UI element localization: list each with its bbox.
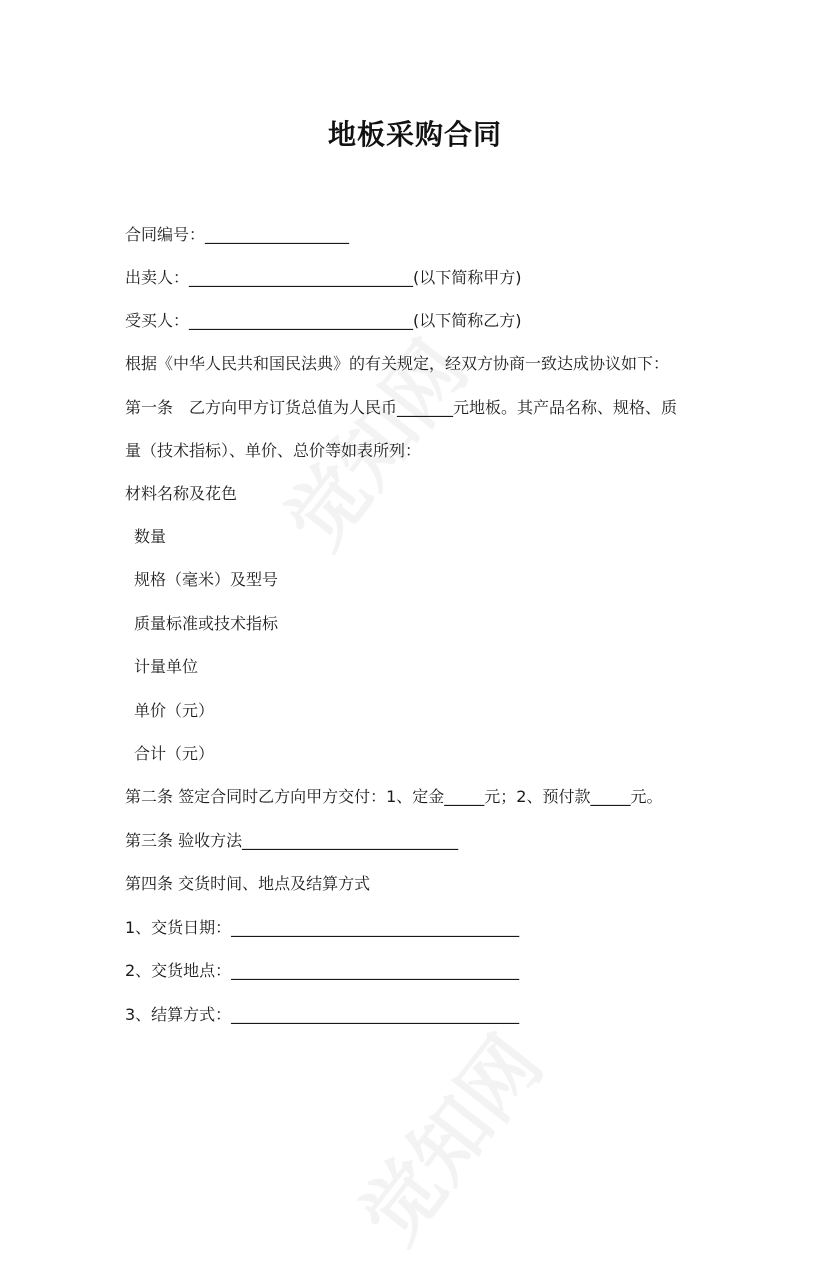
- article-4-heading: 第四条 交货时间、地点及结算方式: [125, 874, 371, 893]
- article-2-line: 第二条 签定合同时乙方向甲方交付：1、定金_____元；2、预付款_____元。: [125, 787, 663, 806]
- buyer-line: 受买人：____________________________(以下简称乙方): [125, 311, 522, 330]
- table-field-total: 合计（元）: [134, 744, 215, 763]
- seller-line: 出卖人：____________________________(以下简称甲方): [125, 268, 522, 287]
- watermark: [331, 1009, 563, 1262]
- article-1-line-1: 第一条 乙方向甲方订货总值为人民币_______元地板。其产品名称、规格、质: [125, 398, 678, 417]
- table-field-spec: 规格（毫米）及型号: [134, 570, 279, 589]
- settlement-method-line: 3、结算方式：____________________________________: [125, 1005, 520, 1024]
- table-field-unit: 计量单位: [134, 657, 199, 676]
- document-title: 地板采购合同: [327, 118, 502, 151]
- table-field-quality: 质量标准或技术指标: [134, 614, 279, 633]
- table-field-unit-price: 单价（元）: [134, 701, 215, 720]
- table-field-quantity: 数量: [134, 527, 167, 546]
- delivery-date-line: 1、交货日期：____________________________________: [125, 918, 520, 937]
- article-1-line-2: 量（技术指标）、单价、总价等如表所列：: [125, 441, 422, 460]
- article-3-line: 第三条 验收方法___________________________: [125, 831, 459, 850]
- delivery-place-line: 2、交货地点：____________________________________: [125, 961, 520, 980]
- contract-number-line: 合同编号：__________________: [125, 225, 350, 244]
- table-field-material: 材料名称及花色: [125, 484, 238, 503]
- preamble-line: 根据《中华人民共和国民法典》的有关规定，经双方协商一致达成协议如下：: [125, 354, 670, 373]
